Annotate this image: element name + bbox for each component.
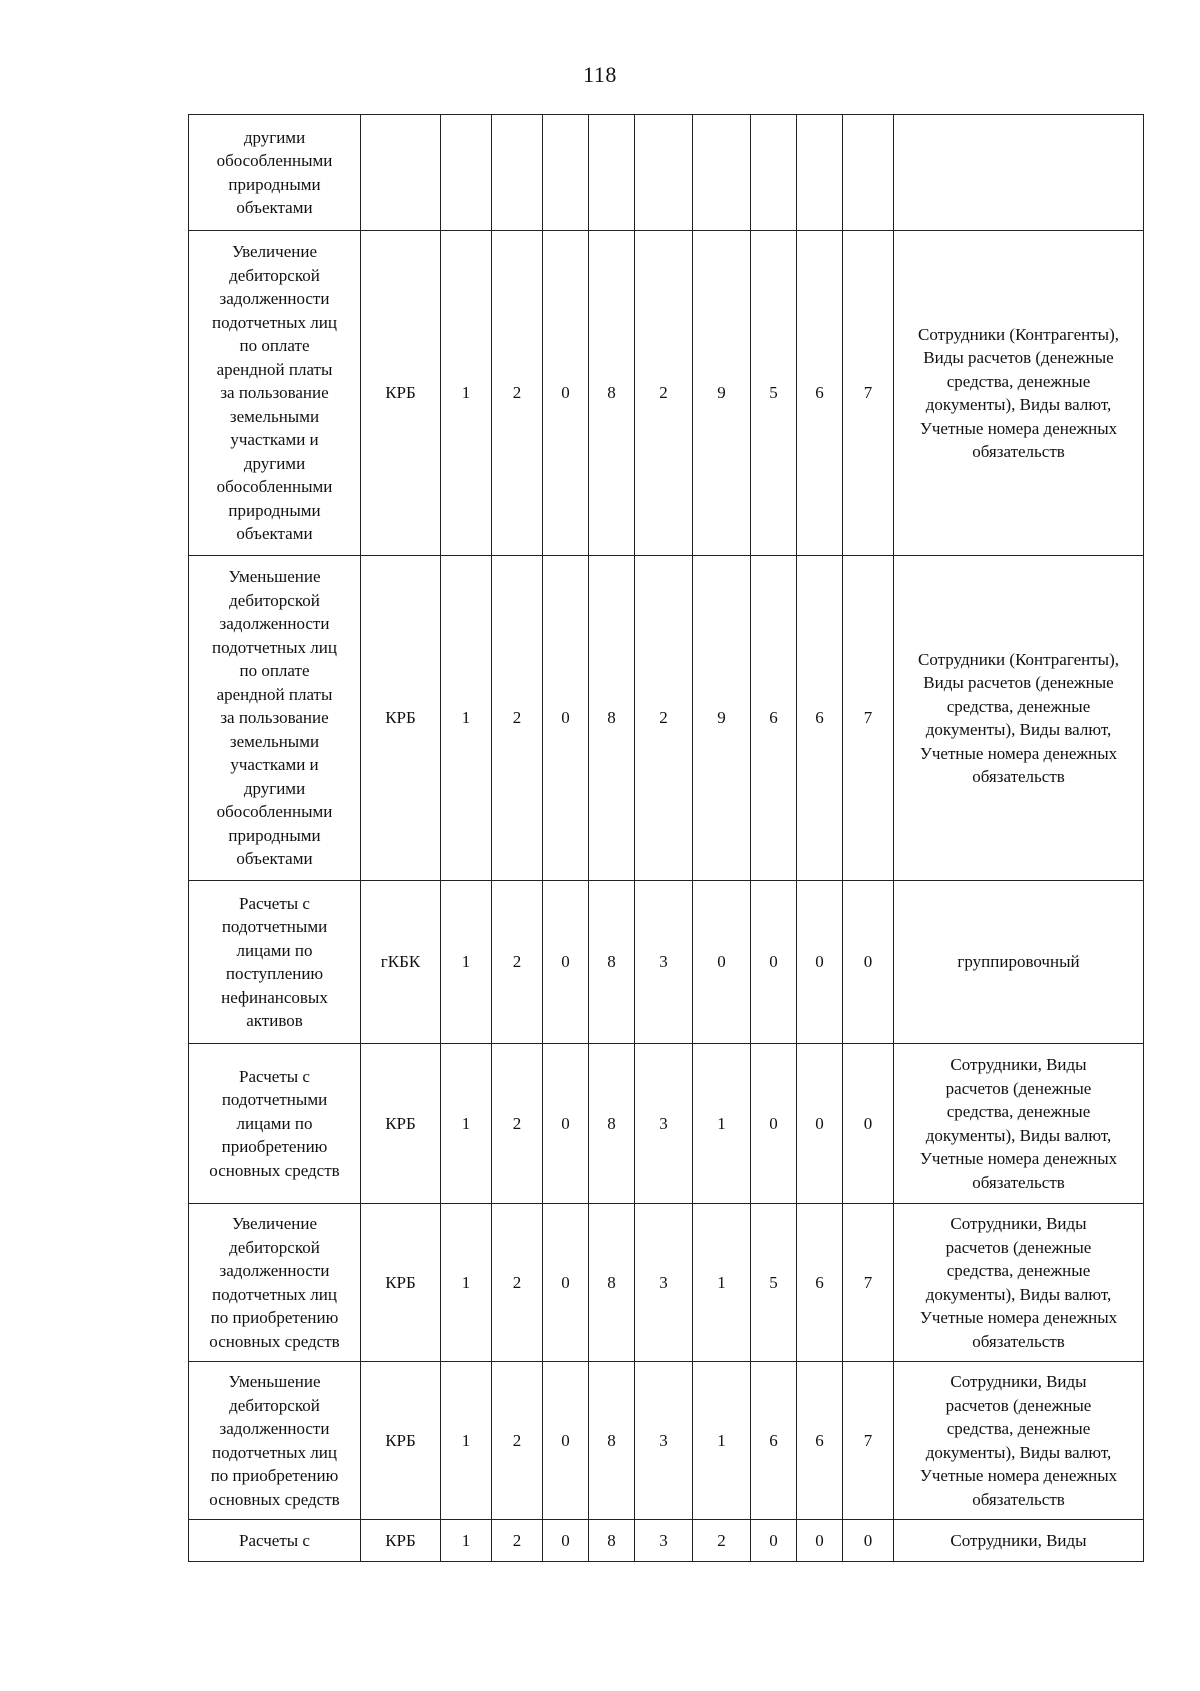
table-row (189, 556, 1144, 881)
table-row (189, 881, 1144, 1044)
account-code-digit-cell (441, 115, 492, 231)
account-name-cell (189, 556, 361, 881)
account-code-digit-cell: 0 (751, 1520, 797, 1562)
account-name-line: дебиторской (229, 590, 320, 610)
account-type-cell: КРБ (361, 556, 441, 881)
table-row (189, 231, 1144, 556)
table-row (189, 1044, 1144, 1204)
account-name-line: задолженности (219, 614, 330, 634)
analytics-line: документы), Виды валют, (925, 720, 1112, 739)
account-code-digit-cell: 7 (843, 1362, 894, 1520)
account-name-line: объектами (236, 198, 313, 217)
account-name-line: по оплате (239, 661, 310, 681)
account-name-line: Расчеты с (239, 1530, 310, 1550)
account-code-digit-cell: 8 (589, 556, 635, 881)
account-name-line: активов (246, 1011, 303, 1030)
account-name-line: подотчетных лиц (212, 312, 337, 332)
account-code-digit-cell: 1 (441, 1044, 492, 1204)
account-name-line: Увеличение (231, 242, 317, 262)
account-code-digit-cell (635, 115, 693, 231)
analytics-line: обязательств (972, 1489, 1065, 1509)
account-name-line: подотчетными (221, 1090, 328, 1110)
accounts-table-wrapper (188, 114, 1143, 1562)
account-name-line: арендной платы (216, 359, 333, 379)
account-name-line: обособленными (216, 151, 333, 170)
account-name-line: участками и (230, 755, 319, 775)
analytics-cell (894, 881, 1144, 1044)
account-code-digit-cell: 8 (589, 1204, 635, 1362)
table-row (189, 115, 1144, 231)
account-code-digit-cell: 5 (751, 1204, 797, 1362)
account-type-cell: КРБ (361, 1520, 441, 1562)
account-code-digit-cell: 7 (843, 556, 894, 881)
accounts-table-body (189, 115, 1144, 1562)
account-code-digit-cell (751, 115, 797, 231)
analytics-cell (894, 1044, 1144, 1204)
analytics-cell (894, 1520, 1144, 1562)
account-name-line: основных средств (209, 1331, 340, 1351)
account-name-line: по приобретению (210, 1308, 339, 1327)
account-code-digit-cell (589, 115, 635, 231)
account-code-digit-cell: 3 (635, 1204, 693, 1362)
account-code-digit-cell: 1 (693, 1204, 751, 1362)
account-code-digit-cell: 2 (635, 231, 693, 556)
analytics-line: обязательств (972, 1172, 1065, 1192)
account-name-line: другими (243, 127, 306, 147)
account-code-digit-cell: 6 (797, 1362, 843, 1520)
account-code-digit-cell: 6 (751, 1362, 797, 1520)
analytics-line: Сотрудники, Виды (950, 1214, 1087, 1233)
account-code-digit-cell: 2 (492, 881, 543, 1044)
analytics-line: средства, денежные (946, 1261, 1091, 1280)
account-name-line: объектами (236, 524, 313, 544)
account-name-line: задолженности (219, 289, 330, 309)
account-code-digit-cell: 1 (441, 1204, 492, 1362)
account-code-digit-cell: 5 (751, 231, 797, 556)
analytics-line: обязательств (972, 767, 1065, 786)
accounts-table (188, 114, 1144, 1562)
account-code-digit-cell (693, 115, 751, 231)
account-code-digit-cell: 0 (797, 1520, 843, 1562)
page-number: 118 (583, 62, 617, 87)
account-code-digit-cell: 2 (492, 1362, 543, 1520)
analytics-line: средства, денежные (946, 1419, 1091, 1438)
analytics-line: Сотрудники, Виды (950, 1530, 1087, 1550)
analytics-line: Сотрудники, Виды (950, 1372, 1087, 1391)
account-code-digit-cell: 9 (693, 556, 751, 881)
account-code-digit-cell: 0 (543, 556, 589, 881)
account-name-line: основных средств (209, 1160, 340, 1180)
analytics-line: Учетные номера денежных (919, 418, 1118, 438)
account-name-line: за пользование (220, 383, 329, 403)
account-name-line: земельными (229, 731, 320, 751)
analytics-line: Учетные номера денежных (919, 1308, 1118, 1327)
account-code-digit-cell (843, 115, 894, 231)
account-type-cell: гКБК (361, 881, 441, 1044)
account-name-cell (189, 1044, 361, 1204)
account-type-cell: КРБ (361, 1204, 441, 1362)
account-code-digit-cell: 3 (635, 1362, 693, 1520)
account-code-digit-cell: 0 (843, 1044, 894, 1204)
account-code-digit-cell: 8 (589, 1520, 635, 1562)
analytics-line: Сотрудники (Контрагенты), (918, 324, 1119, 344)
account-name-line: земельными (229, 406, 320, 426)
table-row (189, 1204, 1144, 1362)
account-name-cell (189, 1520, 361, 1562)
table-row (189, 1362, 1144, 1520)
analytics-line: группировочный (957, 952, 1080, 972)
account-code-digit-cell (797, 115, 843, 231)
account-code-digit-cell: 0 (543, 1362, 589, 1520)
account-code-digit-cell: 2 (492, 1520, 543, 1562)
account-code-digit-cell: 9 (693, 231, 751, 556)
account-code-digit-cell: 0 (693, 881, 751, 1044)
account-code-digit-cell: 2 (492, 556, 543, 881)
analytics-cell (894, 1362, 1144, 1520)
account-name-line: природными (228, 500, 321, 520)
analytics-line: Виды расчетов (денежные (923, 673, 1114, 692)
account-name-line: дебиторской (229, 265, 320, 285)
account-code-digit-cell: 2 (693, 1520, 751, 1562)
account-name-cell (189, 1204, 361, 1362)
account-name-line: подотчетных лиц (212, 1284, 337, 1304)
account-code-digit-cell: 6 (797, 1204, 843, 1362)
account-name-line: нефинансовых (221, 987, 328, 1007)
account-name-line: лицами по (236, 1113, 313, 1133)
account-code-digit-cell: 3 (635, 1520, 693, 1562)
account-code-digit-cell: 0 (843, 881, 894, 1044)
account-code-digit-cell: 7 (843, 1204, 894, 1362)
account-type-cell: КРБ (361, 231, 441, 556)
account-type-cell: КРБ (361, 1362, 441, 1520)
analytics-line: Сотрудники (Контрагенты), (918, 649, 1119, 669)
analytics-line: средства, денежные (946, 371, 1091, 391)
account-name-line: арендной платы (216, 684, 333, 704)
account-type-cell (361, 115, 441, 231)
account-name-line: задолженности (219, 1261, 330, 1280)
analytics-line: документы), Виды валют, (925, 1442, 1112, 1462)
analytics-line: документы), Виды валют, (925, 1125, 1112, 1145)
account-name-line: объектами (236, 849, 313, 869)
account-code-digit-cell: 0 (751, 1044, 797, 1204)
account-code-digit-cell: 3 (635, 1044, 693, 1204)
account-code-digit-cell: 0 (543, 231, 589, 556)
account-code-digit-cell: 3 (635, 881, 693, 1044)
account-code-digit-cell: 2 (492, 1044, 543, 1204)
account-name-line: природными (228, 174, 321, 194)
account-name-line: за пользование (220, 708, 329, 728)
account-name-line: Расчеты с (239, 1066, 310, 1086)
account-code-digit-cell: 1 (441, 1362, 492, 1520)
account-name-line: природными (228, 825, 321, 845)
account-name-line: Расчеты с (239, 893, 310, 913)
account-code-digit-cell (492, 115, 543, 231)
account-name-line: лицами по (236, 940, 313, 960)
account-name-line: участками и (230, 430, 319, 450)
account-name-line: Увеличение (231, 1214, 317, 1233)
analytics-line: расчетов (денежные (945, 1395, 1092, 1415)
account-name-cell (189, 231, 361, 556)
account-code-digit-cell: 0 (843, 1520, 894, 1562)
analytics-line: Учетные номера денежных (919, 1466, 1118, 1485)
account-type-cell: КРБ (361, 1044, 441, 1204)
account-code-digit-cell: 8 (589, 231, 635, 556)
account-code-digit-cell: 0 (751, 881, 797, 1044)
account-code-digit-cell: 1 (441, 231, 492, 556)
account-name-line: обособленными (216, 477, 333, 497)
analytics-line: документы), Виды валют, (925, 1284, 1112, 1304)
analytics-line: Учетные номера денежных (919, 743, 1118, 763)
account-code-digit-cell: 6 (797, 231, 843, 556)
account-name-line: поступлению (225, 964, 324, 983)
account-code-digit-cell: 0 (543, 881, 589, 1044)
analytics-cell (894, 1204, 1144, 1362)
analytics-line: документы), Виды валют, (925, 395, 1112, 414)
analytics-line: расчетов (денежные (945, 1078, 1092, 1098)
account-name-line: другими (243, 778, 306, 798)
analytics-cell (894, 556, 1144, 881)
account-code-digit-cell: 2 (635, 556, 693, 881)
account-code-digit-cell: 2 (492, 231, 543, 556)
analytics-line: Сотрудники, Виды (950, 1055, 1087, 1074)
account-code-digit-cell: 1 (441, 1520, 492, 1562)
account-code-digit-cell: 0 (543, 1204, 589, 1362)
account-code-digit-cell: 8 (589, 881, 635, 1044)
account-name-line: задолженности (219, 1419, 330, 1438)
account-code-digit-cell: 2 (492, 1204, 543, 1362)
account-name-cell (189, 1362, 361, 1520)
account-name-line: основных средств (209, 1489, 340, 1509)
account-code-digit-cell: 8 (589, 1044, 635, 1204)
account-code-digit-cell: 6 (751, 556, 797, 881)
account-code-digit-cell: 0 (543, 1520, 589, 1562)
account-name-line: приобретению (221, 1137, 328, 1157)
account-code-digit-cell: 1 (693, 1362, 751, 1520)
account-code-digit-cell: 1 (441, 556, 492, 881)
table-row (189, 1520, 1144, 1562)
account-name-line: дебиторской (229, 1395, 320, 1415)
account-code-digit-cell: 7 (843, 231, 894, 556)
account-name-cell (189, 881, 361, 1044)
analytics-line: обязательств (972, 1331, 1065, 1351)
account-name-line: подотчетными (221, 917, 328, 936)
account-name-cell (189, 115, 361, 231)
analytics-line: средства, денежные (946, 696, 1091, 716)
account-name-line: обособленными (216, 802, 333, 822)
account-code-digit-cell: 0 (797, 1044, 843, 1204)
account-name-line: Уменьшение (228, 567, 321, 587)
account-name-line: по оплате (239, 336, 310, 356)
analytics-line: Виды расчетов (денежные (923, 348, 1114, 367)
account-code-digit-cell: 8 (589, 1362, 635, 1520)
account-code-digit-cell: 1 (441, 881, 492, 1044)
account-name-line: Уменьшение (228, 1372, 321, 1391)
account-code-digit-cell: 0 (797, 881, 843, 1044)
analytics-line: Учетные номера денежных (919, 1149, 1118, 1168)
account-code-digit-cell (543, 115, 589, 231)
account-name-line: подотчетных лиц (212, 637, 337, 657)
analytics-line: средства, денежные (946, 1102, 1091, 1121)
analytics-line: обязательств (972, 442, 1065, 461)
account-code-digit-cell: 6 (797, 556, 843, 881)
account-code-digit-cell: 0 (543, 1044, 589, 1204)
analytics-cell (894, 231, 1144, 556)
account-name-line: по приобретению (210, 1466, 339, 1485)
analytics-cell (894, 115, 1144, 231)
account-name-line: дебиторской (229, 1237, 320, 1257)
account-name-line: другими (243, 453, 306, 473)
analytics-line: расчетов (денежные (945, 1237, 1092, 1257)
account-code-digit-cell: 1 (693, 1044, 751, 1204)
account-name-line: подотчетных лиц (212, 1442, 337, 1462)
